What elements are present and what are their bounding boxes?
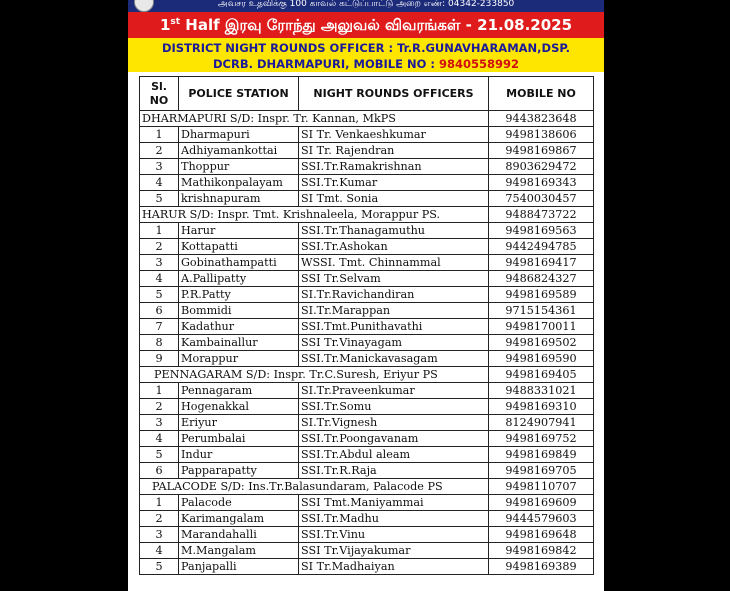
subdivision-label: PALACODE S/D: Ins.Tr.Balasundaram, Palacode PS [140,479,489,495]
subdivision-label: DHARMAPURI S/D: Inspr. Tr. Kannan, MkPS [140,111,489,127]
row-officer: SSI Tmt.Maniyammai [299,495,489,511]
row-mobile: 7540030457 [489,191,594,207]
row-mobile: 9498169502 [489,335,594,351]
row-sl-no: 4 [140,431,179,447]
row-sl-no: 4 [140,543,179,559]
row-police-station: Kambainallur [179,335,299,351]
row-officer: SI.Tr.Marappan [299,303,489,319]
row-mobile: 9486824327 [489,271,594,287]
row-mobile: 9498169849 [489,447,594,463]
table-row [140,399,594,415]
row-officer: WSSI. Tmt. Chinnammal [299,255,489,271]
row-sl-no: 5 [140,559,179,575]
row-officer: SI.Tr.Praveenkumar [299,383,489,399]
row-mobile: 8903629472 [489,159,594,175]
row-mobile: 9498169417 [489,255,594,271]
row-police-station: Dharmapuri [179,127,299,143]
row-sl-no: 1 [140,127,179,143]
row-officer: SI Tr. Rajendran [299,143,489,159]
row-sl-no: 2 [140,143,179,159]
row-officer: SI.Tr.Vignesh [299,415,489,431]
row-police-station: Kottapatti [179,239,299,255]
row-police-station: Mathikonpalayam [179,175,299,191]
document-page [128,0,604,591]
subdivision-mobile: 9488473722 [489,207,594,223]
row-officer: SSI.Tr.Ramakrishnan [299,159,489,175]
row-police-station: Pennagaram [179,383,299,399]
row-sl-no: 6 [140,463,179,479]
row-sl-no: 1 [140,383,179,399]
row-mobile: 9498169609 [489,495,594,511]
row-police-station: Gobinathampatti [179,255,299,271]
table-row [140,239,594,255]
row-police-station: Panjapalli [179,559,299,575]
title-text: Half இரவு ரோந்து அலுவல் விவரங்கள் - 21.08.2025 [180,16,573,34]
row-police-station: Palacode [179,495,299,511]
table-row [140,287,594,303]
table-row [140,303,594,319]
subdivision-mobile: 9498110707 [489,479,594,495]
table-row [140,175,594,191]
subdivision-row [140,479,594,495]
row-mobile: 9498169590 [489,351,594,367]
row-mobile: 9715154361 [489,303,594,319]
row-sl-no: 5 [140,447,179,463]
row-police-station: krishnapuram [179,191,299,207]
header-police-station: POLICE STATION [179,77,299,111]
row-police-station: Bommidi [179,303,299,319]
header-mobile-no: MOBILE NO [489,77,594,111]
row-sl-no: 2 [140,239,179,255]
table-header-row [140,77,594,111]
row-officer: SSI.Tr.Vinu [299,527,489,543]
row-mobile: 9498169589 [489,287,594,303]
row-officer: SI Tr.Madhaiyan [299,559,489,575]
row-mobile: 9498169310 [489,399,594,415]
row-mobile: 9498169563 [489,223,594,239]
table-row [140,431,594,447]
subdivision-mobile: 9498169405 [489,367,594,383]
table-row [140,559,594,575]
table-row [140,527,594,543]
row-police-station: Perumbalai [179,431,299,447]
row-sl-no: 2 [140,511,179,527]
district-officer-line: DISTRICT NIGHT ROUNDS OFFICER : Tr.R.GUNAVHARAMAN,DSP. [161,41,571,55]
table-row [140,223,594,239]
night-rounds-table [139,76,594,575]
row-mobile: 9498169842 [489,543,594,559]
row-police-station: Thoppur [179,159,299,175]
row-officer: SSI.Tr.Somu [299,399,489,415]
row-officer: SSI.Tr.Abdul aleam [299,447,489,463]
subdivision-label: PENNAGARAM S/D: Inspr. Tr.C.Suresh, Eriyur PS [140,367,489,383]
row-sl-no: 9 [140,351,179,367]
row-sl-no: 6 [140,303,179,319]
row-sl-no: 3 [140,255,179,271]
row-officer: SSI.Tr.Poongavanam [299,431,489,447]
row-sl-no: 5 [140,191,179,207]
title-ordinal-suffix: st [170,17,181,27]
row-mobile: 9498169648 [489,527,594,543]
row-sl-no: 3 [140,415,179,431]
table-row [140,191,594,207]
row-sl-no: 2 [140,399,179,415]
page-title [128,12,604,38]
header-sl-no: Sl. NO [140,77,179,111]
title-ordinal: 1 [159,16,171,34]
row-mobile: 9444579603 [489,511,594,527]
police-emblem-icon [134,0,154,12]
helpline-text: அவசர உதவிக்கு 100 காவல் கட்டுப்பாட்டு அறை எண்: 04342-233850 [217,0,515,9]
table-row [140,447,594,463]
subdivision-row [140,207,594,223]
table-row [140,255,594,271]
row-mobile: 9488331021 [489,383,594,399]
row-sl-no: 8 [140,335,179,351]
row-police-station: Indur [179,447,299,463]
row-sl-no: 4 [140,175,179,191]
row-mobile: 9442494785 [489,239,594,255]
row-mobile: 9498169389 [489,559,594,575]
helpline-strip [128,0,604,12]
row-police-station: Marandahalli [179,527,299,543]
row-mobile: 9498169752 [489,431,594,447]
table-row [140,495,594,511]
row-officer: SSI Tr.Vinayagam [299,335,489,351]
row-mobile: 9498170011 [489,319,594,335]
row-officer: SI Tmt. Sonia [299,191,489,207]
table-row [140,143,594,159]
row-police-station: Kadathur [179,319,299,335]
row-police-station: Adhiyamankottai [179,143,299,159]
row-sl-no: 1 [140,495,179,511]
row-sl-no: 5 [140,287,179,303]
row-police-station: Karimangalam [179,511,299,527]
table-row [140,463,594,479]
subdivision-label: HARUR S/D: Inspr. Tmt. Krishnaleela, Morappur PS. [140,207,489,223]
table-row [140,271,594,287]
row-mobile: 8124907941 [489,415,594,431]
table-row [140,127,594,143]
table-row [140,351,594,367]
row-officer: SSI.Tr.Ashokan [299,239,489,255]
subdivision-mobile: 9443823648 [489,111,594,127]
row-sl-no: 1 [140,223,179,239]
row-sl-no: 4 [140,271,179,287]
row-police-station: A.Pallipatty [179,271,299,287]
row-police-station: P.R.Patty [179,287,299,303]
row-police-station: Harur [179,223,299,239]
row-mobile: 9498169705 [489,463,594,479]
subdivision-row [140,111,594,127]
row-officer: SSI Tr.Selvam [299,271,489,287]
header-officers: NIGHT ROUNDS OFFICERS [299,77,489,111]
table-row [140,511,594,527]
row-officer: SI.Tr.Ravichandiran [299,287,489,303]
row-officer: SSI.Tr.Madhu [299,511,489,527]
row-officer: SSI.Tr.Manickavasagam [299,351,489,367]
row-police-station: M.Mangalam [179,543,299,559]
table-row [140,543,594,559]
row-officer: SSI.Tmt.Punithavathi [299,319,489,335]
row-mobile: 9498169343 [489,175,594,191]
row-police-station: Morappur [179,351,299,367]
table-row [140,335,594,351]
row-police-station: Hogenakkal [179,399,299,415]
row-sl-no: 3 [140,527,179,543]
row-mobile: 9498169867 [489,143,594,159]
row-police-station: Eriyur [179,415,299,431]
row-officer: SSI.Tr.R.Raja [299,463,489,479]
row-officer: SSI.Tr.Thanagamuthu [299,223,489,239]
table-row [140,383,594,399]
district-officer-box [128,38,604,72]
row-sl-no: 3 [140,159,179,175]
row-officer: SI Tr. Venkaeshkumar [299,127,489,143]
table-row [140,159,594,175]
table-row [140,319,594,335]
subdivision-row [140,367,594,383]
district-officer-office: DCRB. DHARMAPURI, MOBILE NO : [212,57,439,71]
table-row [140,415,594,431]
row-officer: SSI Tr.Vijayakumar [299,543,489,559]
row-sl-no: 7 [140,319,179,335]
row-mobile: 9498138606 [489,127,594,143]
district-officer-mobile: 9840558992 [438,57,519,71]
row-police-station: Papparapatty [179,463,299,479]
row-officer: SSI.Tr.Kumar [299,175,489,191]
